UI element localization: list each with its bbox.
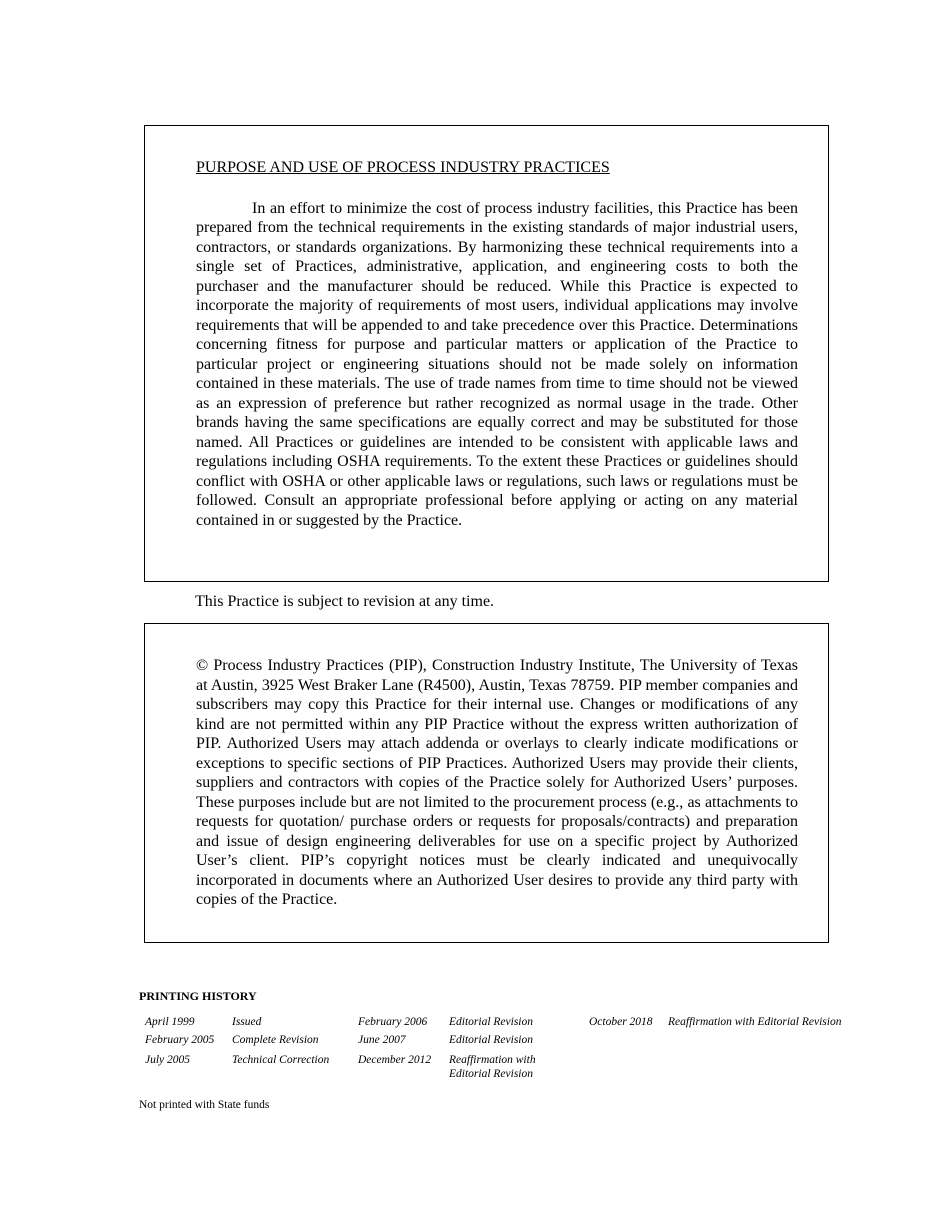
history-date: June 2007	[358, 1034, 406, 1046]
purpose-box	[144, 125, 829, 582]
printing-history	[139, 988, 899, 1080]
history-date: February 2005	[145, 1034, 215, 1046]
copyright-paragraph: © Process Industry Practices (PIP), Construction Industry Institute, The University of Texas at Austin, 3925 West Braker Lane (R4500), Austin, Texas 78759. PIP member companies and subscribers may copy this Practice for their internal use. Changes or modifications of any kind are not permitted within any PIP Practice without the express written authorization of PIP. Authorized Users may attach addenda or overlays to clearly indicate modifications or exceptions to specific sections of PIP Practices. Authorized Users may provide their clients, suppliers and contractors with copies of the Practice solely for Authorized Users’ purposes. These purposes include but are not limited to the procurement process (e.g., as attachments to requests for quotation/ purchase orders or requests for proposals/contracts) and preparation and issue of design engineering deliverables for use on a specific project by Authorized User’s client. PIP’s copyright notices must be clearly indicated and unequivocally incorporated in documents where an Authorized User desires to provide any third party with copies of the Practice.	[196, 657, 798, 908]
history-date: April 1999	[145, 1016, 195, 1028]
copyright-content	[196, 656, 798, 910]
history-event: Editorial Revision	[449, 1034, 534, 1046]
history-date: October 2018	[589, 1016, 653, 1028]
history-event: Issued	[232, 1016, 262, 1028]
history-event: Reaffirmation with Editorial Revision	[668, 1016, 842, 1028]
purpose-paragraph: In an effort to minimize the cost of process industry facilities, this Practice has been prepared from the technical requirements in the existing standards of major industrial users, contractors, or standards organizations. By harmonizing these technical requirements into a single set of Practices, administrative, application, and engineering costs to both the purchaser and the manufacturer should be reduced. While this Practice is expected to incorporate the majority of requirements of most users, individual applications may involve requirements that will be appended to and take precedence over this Practice. Determinations concerning fitness for purpose and particular matters or application of the Practice to particular project or engineering situations should not be made solely on information contained in these materials. The use of trade names from time to time should not be viewed as an expression of preference but rather recognized as normal usage in the trade. Other brands having the same specifications are equally correct and may be substituted for those named. All Practices or guidelines are intended to be consistent with applicable laws and regulations including OSHA requirements. To the extent these Practices or guidelines should conflict with OSHA or other applicable laws or regulations, such laws or regulations must be followed. Consult an appropriate professional before applying or acting on any material contained in or suggested by the Practice.	[196, 199, 798, 529]
history-event: Editorial Revision	[449, 1016, 534, 1028]
purpose-heading: PURPOSE AND USE OF PROCESS INDUSTRY PRACTICES	[196, 159, 610, 176]
history-event: Technical Correction	[232, 1054, 330, 1066]
purpose-content	[196, 158, 798, 530]
history-date: December 2012	[358, 1054, 432, 1066]
history-event: Reaffirmation with	[449, 1054, 536, 1066]
footer-note: Not printed with State funds	[139, 1099, 270, 1111]
printing-history-title: PRINTING HISTORY	[139, 989, 257, 1003]
history-event: Complete Revision	[232, 1034, 319, 1046]
history-date: February 2006	[358, 1016, 428, 1028]
copyright-box	[144, 623, 829, 943]
history-event-continued: Editorial Revision	[449, 1068, 534, 1080]
history-date: July 2005	[145, 1054, 191, 1066]
revision-note: This Practice is subject to revision at any time.	[195, 593, 495, 610]
